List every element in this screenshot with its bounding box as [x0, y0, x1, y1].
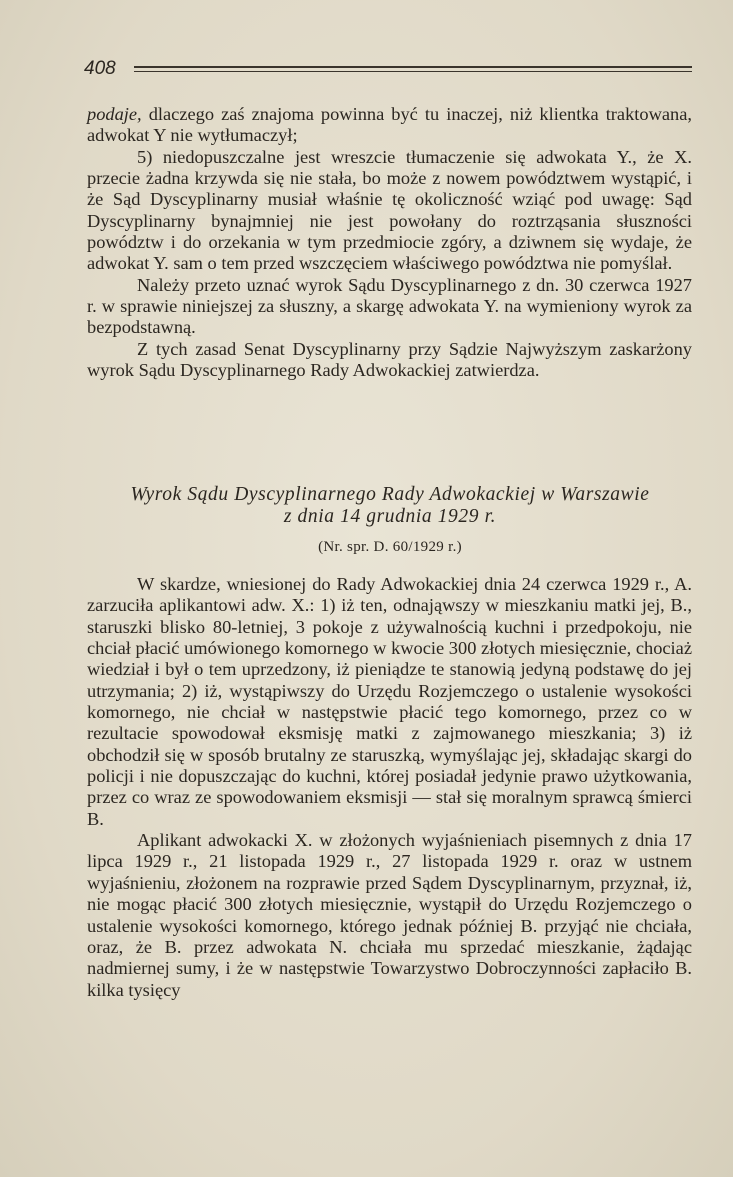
section-heading-line-2: z dnia 14 grudnia 1929 r.: [283, 506, 497, 527]
section-heading-line-1: Wyrok Sądu Dyscyplinarnego Rady Adwokackiej w Warszawie: [130, 484, 650, 505]
paragraph: Z tych zasad Senat Dyscyplinarny przy Sądzie Najwyższym zaskarżony wyrok Sądu Dyscyplinarnego Rady Adwokackiej zatwierdza.: [87, 338, 692, 381]
paragraph: 5) niedopuszczalne jest wreszcie tłumaczenie się adwokata Y., że X. przecie żadna krzywda się nie stała, bo może z nowem powództwem wystąpić, i że Sąd Dyscyplinarny musiał właśnie tę okoliczność wziąć pod uwagę: Sąd Dyscyplinarny bynajmniej nie jest powołany do roztrząsania słuszności powództw i do orzekania w tym przedmiocie zgóry, a dziwnem się wydaje, że adwokat Y. sam o tem przed wszczęciem właściwego powództwa nie pomyślał.: [87, 146, 692, 274]
header-rule: [134, 66, 692, 72]
paragraph: Należy przeto uznać wyrok Sądu Dyscyplinarnego z dn. 30 czerwca 1927 r. w sprawie niniejszej za słuszny, a skargę adwokata Y. na wymieniony wyrok za bezpodstawną.: [87, 274, 692, 338]
continued-judgment-text: [87, 104, 692, 381]
new-judgment-text: [87, 574, 692, 1001]
section-heading: [84, 484, 696, 528]
page-header: [84, 56, 692, 86]
italic-word: podaje,: [87, 104, 142, 124]
paragraph-text: dlaczego zaś znajoma powinna być tu inaczej, niż klientka traktowana, adwokat Y nie wytłumaczył;: [87, 104, 692, 146]
paragraph: Aplikant adwokacki X. w złożonych wyjaśnieniach pisemnych z dnia 17 lipca 1929 r., 21 listopada 1929 r., 27 listopada 1929 r. oraz w ustnem wyjaśnieniu, złożonem na rozprawie przed Sądem Dyscyplinarnym, przyznał, iż, nie mogąc płacić 300 złotych miesięcznie, wystąpił do Urzędu Rozjemczego o ustalenie wysokości komornego, którego jednak później B. przyjąć nie chciała, oraz, że B. przez adwokata N. chciała mu sprzedać mieszkanie, żądając nadmiernej sumy, i że w następstwie Towarzystwo Dobroczynności zapłaciło B. kilka tysięcy: [87, 830, 692, 1000]
page-number: 408: [84, 58, 116, 79]
paragraph: W skardze, wniesionej do Rady Adwokackiej dnia 24 czerwca 1929 r., A. zarzuciła aplikantowi adw. X.: 1) iż ten, odnająwszy w mieszkaniu matki jej, B., staruszki blisko 80-letniej, 3 pokoje z używalnością kuchni i przedpokoju, nie chciał płacić umówionego komornego w kwocie 300 złotych miesięcznie, chociaż wiedział i był o tem uprzedzony, iż pieniądze te stanowią jedyną podstawę do jej utrzymania; 2) iż, wystąpiwszy do Urzędu Rozjemczego o ustalenie wysokości komornego, nie chciał w następstwie płacić tego komornego, przez co w rezultacie spowodował eksmisję matki z zajmowanego mieszkania; 3) iż obchodził się w sposób brutalny ze staruszką, wymyślając jej, składając skargi do policji i nie dopuszczając do kuchni, której posiadał jedynie prawo użytkowania, przez co wraz ze spowodowaniem eksmisji — stał się moralnym sprawcą śmierci B.: [87, 574, 692, 829]
case-reference: (Nr. spr. D. 60/1929 r.): [318, 539, 462, 555]
paragraph: [87, 104, 692, 147]
